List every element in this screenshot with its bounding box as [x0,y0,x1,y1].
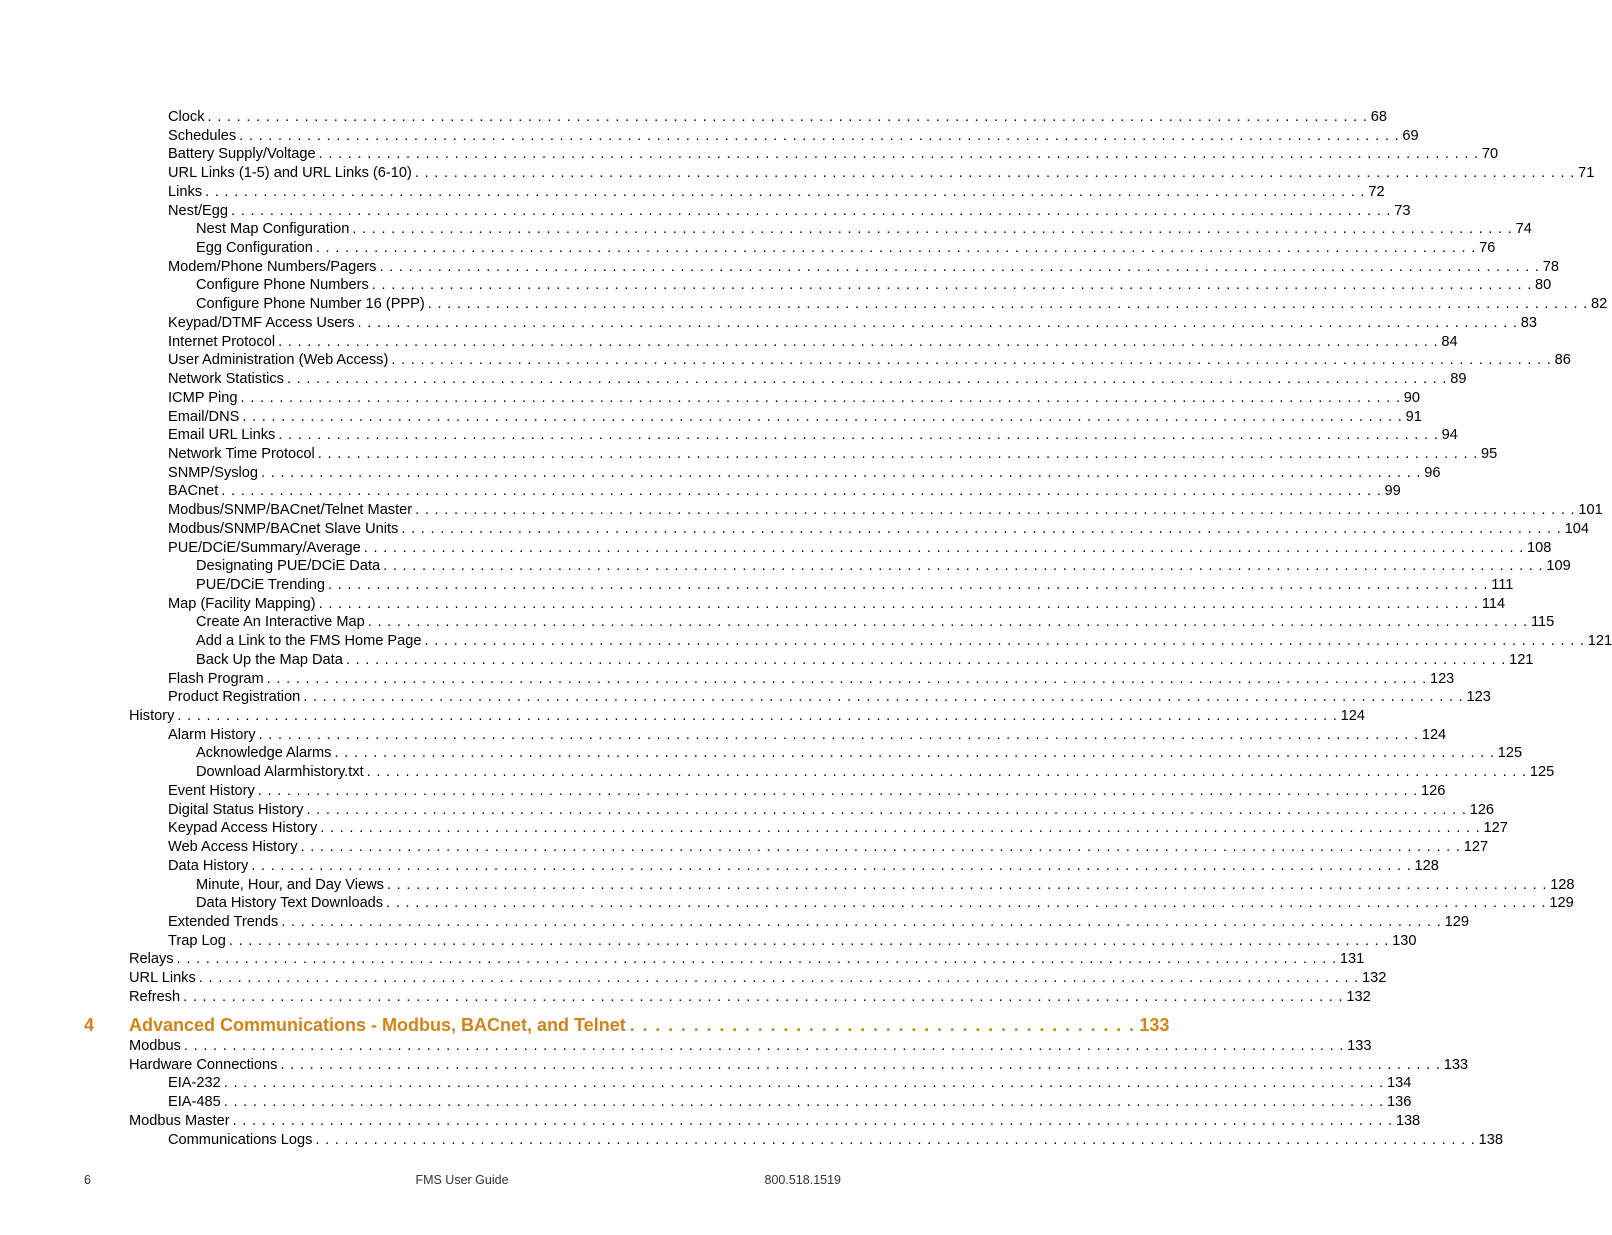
chapter-title: Advanced Communications - Modbus, BACnet, and Telnet [129,1015,626,1035]
toc-entry-label: Create An Interactive Map [196,614,365,630]
toc-entry[interactable] [196,876,1575,894]
toc-entry-label: Modbus/SNMP/BACnet/Telnet Master [168,502,413,518]
toc-entry[interactable] [196,295,1608,313]
leader-dots: . . . . . . . . . . . . . . . . . . . . . . . . . . . . . . . . . . . . . . . . . . . . . . . . . . . . . . . . . . . . . . . . . . . . . . . . . . . . . . . . . . . . . . . . . . . . . . . . . . . . . . . . . . . . . . . . . . . . . . . . [345,652,1507,668]
leader-dots: . . . . . . . . . . . . . . . . . . . . . . . . . . . . . . . . . . . . . . . . . . . . . . . . . . . . . . . . . . . . . . . . . . . . . . . . . . . . . . . . . . . . . . . . . . . . . . . . . . . . . . . . . . . . . . . . . . . . . . . . [221,483,1382,499]
toc-entry-page: 132 [1362,970,1387,986]
toc-entry-page: 96 [1424,465,1441,481]
leader-dots: . . . . . . . . . . . . . . . . . . . . . . . . . . . . . . . . . . . . . . . . . . . . . . . . . . . . . . . . . . . . . . . . . . . . . . . . . . . . . . . . . . . . . . . . . . . . . . . . . . . . . . . . . . . . . . . . . . . . . . . . [315,240,1477,256]
toc-entry-page: 133 [1347,1038,1372,1054]
leader-dots: . . . . . . . . . . . . . . . . . . . . . . . . . . . . . . . . . . . . . . . . . . . . . . . . . . . . . . . . . . . . . . . . . . . . . . . . . . . . . . . . . . . . . . . . . . . . . . . . . . . . . . . . . . . . . . . . . . . . . . . . [352,221,1513,237]
toc-entry-page: 115 [1530,614,1555,630]
toc-entry-page: 70 [1481,146,1499,162]
leader-dots: . . . . . . . . . . . . . . . . . . . . . . . . . . . . . . . . . . . . . . . . . . . . . . . . . . . . . . . . . . . . . . . . . . . . . . . . . . . . . . . . . . . . . . . . . . . . . . . . . . . . . . . . . . . . . . . . . . . . . . . . [266,671,1427,687]
leader-dots: . . . . . . . . . . . . . . . . . . . . . . . . . . . . . . . . . . . . . . . . . . . . . . . . . . . . . . . . . . . . . . . . . . . . . . . . . . . . . . . . . . . . . . . . . . . . . . . . . . . . . . . . . . . . . . . . . . . . . . . . [257,783,1419,799]
toc-entry[interactable] [168,782,1446,800]
toc-entry[interactable] [168,857,1439,875]
leader-dots: . . . . . . . . . . . . . . . . . . . . . . . . . . . . . . . . . . . . . . . . . . . . . . . . . . . . . . . . . . . . . . . . . . . . . . . . . . . . . . . . . . . . . . . . . . . . . . . . . . . . . . . . . . . . . . . . . . . . . . . . [363,540,1525,556]
toc-entry[interactable] [129,988,1371,1006]
toc-entry-label: Flash Program [168,671,264,687]
toc-entry-label: Designating PUE/DCiE Data [196,558,381,574]
toc-entry-page: 111 [1491,577,1514,593]
leader-dots: . . . . . . . . . . . . . . . . . . . . . . . . . . . . . . . . . . . . . . . . . . . . . . . . . . . . . . . . . . . . . . . . . . . . . . . . . . . . . . . . . . . . . . . . . . . . . . . . . . . . . . . . . . . . . . . . . . . . . . . . [379,259,1540,275]
toc-entry[interactable] [168,464,1441,482]
toc-entry-page: 101 [1578,502,1603,518]
leader-dots: . . . . . . . . . . . . . . . . . . . . . . . . . . . . . . . . . . . . . . . . . . . . . . . . . . . . . . . . . . . . . . . . . . . . . . . . . . . . . . . . . . . . . . . . . . . . . . . . . . . . . . . . . . . . . . . . . . . . . . . . [306,802,1467,818]
toc-entry-label: Relays [129,951,174,967]
toc-entry-label: Digital Status History [168,802,304,818]
toc-entry[interactable] [196,651,1534,669]
leader-dots: . . . . . . . . . . . . . . . . . . . . . . . . . . . . . . . . . . . . . . . . . . . . . . . . . . . . . . . . . . . . . . . . . . . . . . . . . . . . . . . . . . . . . . . . . . . . . . . . . . . . . . . . . . . . . . . . . . . . . . . . [386,895,1547,911]
toc-entry-page: 138 [1395,1113,1421,1129]
toc-entry-label: Back Up the Map Data [196,652,343,668]
toc-entry[interactable] [168,520,1589,538]
toc-entry-page: 104 [1564,521,1589,537]
toc-entry-page: 125 [1497,745,1523,761]
leader-dots: . . . . . . . . . . . . . . . . . . . . . . . . . . . . . . . . . . . . . . . . . . . . . . . . . . . . . . . . . . . . . . . . . . . . . . . . . . . . . . . . . . . . . . . . . . . . . . . . . . . . . . . . . . . . . . . . . . . . . . . . [366,764,1527,780]
leader-dots: . . . . . . . . . . . . . . . . . . . . . . . . . . . . . . . . . . . . . . . . . . . . . . . . . . . . . . . . . . . . . . . . . . . . . . . . . . . . . . . . . . . . . . . . . . . . . . . . . . . . . . . . . . . . . . . . . . . . . . . . [414,165,1576,181]
toc-entry-label: Communications Logs [168,1132,313,1148]
toc-entry-label: Network Statistics [168,371,284,387]
toc-entry-page: 99 [1384,483,1401,499]
leader-dots: . . . . . . . . . . . . . . . . . . . . . . . . . . . . . . . . . . . . . . . . . . . . . . . . . . . . . . . . . . . . . . . . . . . . . . . . . . . . . . . . . . . . . . . . . . . . . . . . . . . . . . . . . . . . . . . . . . . . . . . . [401,521,1562,537]
toc-entry[interactable] [196,613,1555,631]
toc-entry-label: Configure Phone Number 16 (PPP) [196,296,425,312]
toc-entry[interactable] [168,164,1595,182]
toc-entry-page: 121 [1509,652,1534,668]
toc-entry-label: Web Access History [168,839,298,855]
leader-dots: . . . . . . . . . . . . . . . . . . . . . . . . . . . . . . . . . . . . . . . . . . . . . . . . . . . . . . . . . . . . . . . . . . . . . . . . . . . . . . . . . . . . . . . . . . . . . . . . . . . . . . . . . . . . . . . . . . . . . . . . [318,146,1479,162]
toc-entry-label: Product Registration [168,689,301,705]
toc-entry-page: 134 [1386,1075,1412,1091]
toc-entry-label: Event History [168,783,255,799]
leader-dots: . . . . . . . . . . . . . . . . . . . . . . . . . . . . . . . . . . . . . . . . . . . . . . . . . . . . . . . . . . . . . . . . . . . . . . . . . . . . . . . . . . . . . . . . . . . . . . . . . . . . . . . . . . . . . . . . . . . . . . . . [303,689,1464,705]
toc-entry-label: Modem/Phone Numbers/Pagers [168,259,377,275]
toc-entry-page: 78 [1542,259,1559,275]
leader-dots: . . . . . . . . . . . . . . . . . . . . . . . . . . . . . . . . . . . . . . . . . . . . . . . . . . . . . . . . . . . . . . . . . . . . . . . . . . . . . . . . . . . . . . . . . . . . . . . . . . . . . . . . . . . . . . . . . . . . . . . . [242,409,1403,425]
toc-entry-page: 123 [1466,689,1491,705]
toc-entry-page: 86 [1554,352,1571,368]
leader-dots: . . . . . . . . . . . . . . . . . . . . . . . . . . . . . . . . . . . . . . . . . . . . . . . . . . . . . . . . . . . . . . . . . . . . . . . . . . . . . . . . . . . . . . . . . . . . . . . . . . . . . . . . . . . . . . . . . . . . . . . . [223,1094,1384,1110]
leader-dots: . . . . . . . . . . . . . . . . . . . . . . . . . . . . . . . . . . . . . . . . . . . . . . . . . . . . . . . . . . . . . . . . . . . . . . . . . . . . . . . . . . . . . . . . . . . . . . . . . . . . . . . . . . . . . . . . . . . . . . . . [317,446,1479,462]
leader-dots: . . . . . . . . . . . . . . . . . . . . . . . . . . . . . . . . . . . . . . . . . . . . . . . . . . . . . . . . . . . . . . . . . . . . . . . . . . . . . . . . . . . . . . . . . . . . . . . . . . . . . . . . . . . . . . . . . . . . . . . . [300,839,1461,855]
toc-entry-label: Keypad Access History [168,820,318,836]
toc-entry[interactable] [168,482,1401,500]
toc-entry[interactable] [129,969,1387,987]
toc-entry-page: 72 [1368,184,1385,200]
chapter-heading[interactable] [84,1014,1170,1036]
toc-entry-label: Modbus [129,1038,181,1054]
toc-entry-page: 83 [1520,315,1538,331]
leader-dots: . . . . . . . . . . . . . . . . . . . . . . . . . . . . . . . . . . . . . . . . . . . . . . . . . . . . . . . . . . . . . . . . . . . . . . . . . . . . . . . . . . . . . . . . . . . . . . . . . . . . . . . . . . . . . . . . . . . . . . . . [280,1057,1441,1073]
leader-dots: . . . . . . . . . . . . . . . . . . . . . . . . . . . . . . . . . . . . . . . . . . . . . . . . . . . . . . . . . . . . . . . . . . . . . . . . . . . . . . . . . . . . . . . . . . . . . . . . . . . . . . . . . . . . . . . . . . . . . . . . [334,745,1495,761]
toc-entry[interactable] [168,1074,1412,1092]
toc-entry[interactable] [168,370,1467,388]
toc-entry-label: Hardware Connections [129,1057,278,1073]
toc-entry-label: Network Time Protocol [168,446,315,462]
toc-entry-page: 68 [1370,109,1387,125]
toc-entry-page: 131 [1339,951,1365,967]
chapter-number: 4 [84,1015,95,1035]
toc-entry[interactable] [168,314,1538,332]
toc-entry[interactable] [168,801,1495,819]
toc-entry-page: 84 [1441,334,1458,350]
toc-entry-page: 95 [1481,446,1498,462]
leader-dots: . . . . . . . . . . . . . . . . . . . . . . . . . . . . . . . . . . . . . . . . . . . . . . . . . . . . . . . . . . . . . . . . . . . . . . . . . . . . . . . . . . . . . . . . . . . . . . . . . . . . . . . . . . . . . . . . . . . . . . . . [278,334,1439,350]
toc-entry[interactable] [168,595,1506,613]
toc-entry-label: Nest Map Configuration [196,221,350,237]
toc-entry-page: 91 [1405,409,1422,425]
toc-entry-page: 126 [1421,783,1446,799]
leader-dots: . . . . . . . . . . . . . . . . . . . . . . . . . . . . . . . . . . . . . . . . . . . . . . . . . . . . . . . . . . . . . . . . . . . . . . . . . . . . . . . . . . . . . . . . . . . . . . . . . . . . . . . . . . . . . . . . . . . . . . . . [231,203,1392,219]
toc-entry-label: Battery Supply/Voltage [168,146,316,162]
leader-dots: . . . . . . . . . . . . . . . . . . . . . . . . . . . . . . . . . . . . . . . . . . . . . . . . . . . . . . . . . . . . . . . . . . . . . . . . . . . . . . . . . . . . . . . . . . . . . . . . . . . . . . . . . . . . . . . . . . . . . . . . [424,633,1585,649]
toc-entry-label: Add a Link to the FMS Home Page [196,633,422,649]
toc-entry-page: 138 [1478,1132,1503,1148]
toc-entry-label: EIA-232 [168,1075,221,1091]
leader-dots: . . . . . . . . . . . . . . . . . . . . . . . . . . . . . . . . . . . . . . . . [629,1015,1136,1035]
toc-entry[interactable] [196,557,1571,575]
leader-dots: . . . . . . . . . . . . . . . . . . . . . . . . . . . . . . . . . . . . . . . . . . . . . . . . . . . . . . . . . . . . . . . . . . . . . . . . . . . . . . . . . . . . . . . . . . . . . . . . . . . . . . . . . . . . . . . . . . . . . . . . [207,109,1368,125]
toc-entry-label: Schedules [168,128,237,144]
toc-entry[interactable] [129,950,1365,968]
toc-entry-label: Email URL Links [168,427,276,443]
leader-dots: . . . . . . . . . . . . . . . . . . . . . . . . . . . . . . . . . . . . . . . . . . . . . . . . . . . . . . . . . . . . . . . . . . . . . . . . . . . . . . . . . . . . . . . . . . . . . . . . . . . . . . . . . . . . . . . . . . . . . . . . [357,315,1518,331]
leader-dots: . . . . . . . . . . . . . . . . . . . . . . . . . . . . . . . . . . . . . . . . . . . . . . . . . . . . . . . . . . . . . . . . . . . . . . . . . . . . . . . . . . . . . . . . . . . . . . . . . . . . . . . . . . . . . . . . . . . . . . . . [205,184,1366,200]
leader-dots: . . . . . . . . . . . . . . . . . . . . . . . . . . . . . . . . . . . . . . . . . . . . . . . . . . . . . . . . . . . . . . . . . . . . . . . . . . . . . . . . . . . . . . . . . . . . . . . . . . . . . . . . . . . . . . . . . . . . . . . . [315,1132,1476,1148]
toc-entry-label: Modbus/SNMP/BACnet Slave Units [168,521,399,537]
toc-entry-label: Keypad/DTMF Access Users [168,315,355,331]
toc-entry[interactable] [168,445,1498,463]
toc-entry-label: Nest/Egg [168,203,229,219]
toc-entry[interactable] [168,688,1491,706]
toc-entry-page: 94 [1441,427,1458,443]
toc-entry[interactable] [168,932,1417,950]
toc-entry-page: 124 [1340,708,1366,724]
footer-page-number: 6 [84,1173,91,1187]
toc-entry[interactable] [196,220,1532,238]
toc-entry[interactable] [129,1112,1421,1130]
toc-entry[interactable] [168,145,1499,163]
toc-entry-label: Alarm History [168,727,256,743]
leader-dots: . . . . . . . . . . . . . . . . . . . . . . . . . . . . . . . . . . . . . . . . . . . . . . . . . . . . . . . . . . . . . . . . . . . . . . . . . . . . . . . . . . . . . . . . . . . . . . . . . . . . . . . . . . . . . . . . . . . . . . . . [251,858,1412,874]
toc-entry-page: 128 [1550,877,1575,893]
toc-entry[interactable] [196,744,1523,762]
toc-entry[interactable] [168,670,1455,688]
toc-entry[interactable] [129,707,1366,725]
leader-dots: . . . . . . . . . . . . . . . . . . . . . . . . . . . . . . . . . . . . . . . . . . . . . . . . . . . . . . . . . . . . . . . . . . . . . . . . . . . . . . . . . . . . . . . . . . . . . . . . . . . . . . . . . . . . . . . . . . . . . . . . [286,371,1448,387]
toc-entry-page: 71 [1578,165,1595,181]
toc-entry-page: 121 [1587,633,1612,649]
toc-entry-label: Map (Facility Mapping) [168,596,316,612]
leader-dots: . . . . . . . . . . . . . . . . . . . . . . . . . . . . . . . . . . . . . . . . . . . . . . . . . . . . . . . . . . . . . . . . . . . . . . . . . . . . . . . . . . . . . . . . . . . . . . . . . . . . . . . . . . . . . . . . . . . . . . . . [320,820,1481,836]
toc-entry-page: 109 [1546,558,1571,574]
toc-entry-label: Email/DNS [168,409,240,425]
toc-entry-page: 132 [1346,989,1371,1005]
leader-dots: . . . . . . . . . . . . . . . . . . . . . . . . . . . . . . . . . . . . . . . . . . . . . . . . . . . . . . . . . . . . . . . . . . . . . . . . . . . . . . . . . . . . . . . . . . . . . . . . . . . . . . . . . . . . . . . . . . . . . . . . [177,708,1338,724]
leader-dots: . . . . . . . . . . . . . . . . . . . . . . . . . . . . . . . . . . . . . . . . . . . . . . . . . . . . . . . . . . . . . . . . . . . . . . . . . . . . . . . . . . . . . . . . . . . . . . . . . . . . . . . . . . . . . . . . . . . . . . . . [367,614,1528,630]
footer-phone: 800.518.1519 [764,1173,841,1187]
toc-entry[interactable] [168,838,1489,856]
toc-entry-page: 129 [1444,914,1469,930]
leader-dots: . . . . . . . . . . . . . . . . . . . . . . . . . . . . . . . . . . . . . . . . . . . . . . . . . . . . . . . . . . . . . . . . . . . . . . . . . . . . . . . . . . . . . . . . . . . . . . . . . . . . . . . . . . . . . . . . . . . . . . . . [176,951,1337,967]
toc-entry-label: Internet Protocol [168,334,276,350]
toc-entry-page: 108 [1527,540,1552,556]
toc-entry-label: Data History [168,858,249,874]
toc-entry[interactable] [168,108,1387,126]
toc-entry-page: 114 [1481,596,1506,612]
toc-entry-label: Refresh [129,989,181,1005]
leader-dots: . . . . . . . . . . . . . . . . . . . . . . . . . . . . . . . . . . . . . . . . . . . . . . . . . . . . . . . . . . . . . . . . . . . . . . . . . . . . . . . . . . . . . . . . . . . . . . . . . . . . . . . . . . . . . . . . . . . . . . . . [383,558,1544,574]
toc-entry[interactable] [168,333,1458,351]
toc-entry[interactable] [168,408,1422,426]
toc-entry-page: 128 [1414,858,1439,874]
toc-entry-page: 82 [1591,296,1608,312]
leader-dots: . . . . . . . . . . . . . . . . . . . . . . . . . . . . . . . . . . . . . . . . . . . . . . . . . . . . . . . . . . . . . . . . . . . . . . . . . . . . . . . . . . . . . . . . . . . . . . . . . . . . . . . . . . . . . . . . . . . . . . . . [232,1113,1393,1129]
toc-entry-label: ICMP Ping [168,390,238,406]
toc-entry[interactable] [168,202,1411,220]
toc-entry-label: BACnet [168,483,219,499]
toc-entry-page: 89 [1450,371,1467,387]
leader-dots: . . . . . . . . . . . . . . . . . . . . . . . . . . . . . . . . . . . . . . . . . . . . . . . . . . . . . . . . . . . . . . . . . . . . . . . . . . . . . . . . . . . . . . . . . . . . . . . . . . . . . . . . . . . . . . . . . . . . . . . . [371,277,1533,293]
toc-entry[interactable] [129,1037,1372,1055]
leader-dots: . . . . . . . . . . . . . . . . . . . . . . . . . . . . . . . . . . . . . . . . . . . . . . . . . . . . . . . . . . . . . . . . . . . . . . . . . . . . . . . . . . . . . . . . . . . . . . . . . . . . . . . . . . . . . . . . . . . . . . . . [240,390,1401,406]
toc-entry-page: 127 [1483,820,1508,836]
toc-entry-label: SNMP/Syslog [168,465,259,481]
toc-entry-page: 76 [1479,240,1496,256]
toc-entry[interactable] [168,539,1552,557]
chapter-page: 133 [1139,1015,1170,1035]
toc-entry-label: History [129,708,175,724]
toc-entry[interactable] [168,127,1419,145]
toc-entry-label: Configure Phone Numbers [196,277,369,293]
toc-entry[interactable] [168,726,1447,744]
toc-entry[interactable] [196,894,1574,912]
toc-entry[interactable] [196,576,1514,594]
toc-entry-label: Data History Text Downloads [196,895,384,911]
leader-dots: . . . . . . . . . . . . . . . . . . . . . . . . . . . . . . . . . . . . . . . . . . . . . . . . . . . . . . . . . . . . . . . . . . . . . . . . . . . . . . . . . . . . . . . . . . . . . . . . . . . . . . . . . . . . . . . . . . . . . . . . [278,427,1439,443]
toc-entry[interactable] [196,276,1552,294]
toc-entry[interactable] [168,258,1559,276]
leader-dots: . . . . . . . . . . . . . . . . . . . . . . . . . . . . . . . . . . . . . . . . . . . . . . . . . . . . . . . . . . . . . . . . . . . . . . . . . . . . . . . . . . . . . . . . . . . . . . . . . . . . . . . . . . . . . . . . . . . . . . . . [223,1075,1384,1091]
leader-dots: . . . . . . . . . . . . . . . . . . . . . . . . . . . . . . . . . . . . . . . . . . . . . . . . . . . . . . . . . . . . . . . . . . . . . . . . . . . . . . . . . . . . . . . . . . . . . . . . . . . . . . . . . . . . . . . . . . . . . . . . [183,989,1344,1005]
leader-dots: . . . . . . . . . . . . . . . . . . . . . . . . . . . . . . . . . . . . . . . . . . . . . . . . . . . . . . . . . . . . . . . . . . . . . . . . . . . . . . . . . . . . . . . . . . . . . . . . . . . . . . . . . . . . . . . . . . . . . . . . [427,296,1589,312]
toc-entry-page: 123 [1429,671,1455,687]
leader-dots: . . . . . . . . . . . . . . . . . . . . . . . . . . . . . . . . . . . . . . . . . . . . . . . . . . . . . . . . . . . . . . . . . . . . . . . . . . . . . . . . . . . . . . . . . . . . . . . . . . . . . . . . . . . . . . . . . . . . . . . . [327,577,1489,593]
toc-entry-page: 69 [1402,128,1419,144]
toc-entry[interactable] [168,351,1571,369]
leader-dots: . . . . . . . . . . . . . . . . . . . . . . . . . . . . . . . . . . . . . . . . . . . . . . . . . . . . . . . . . . . . . . . . . . . . . . . . . . . . . . . . . . . . . . . . . . . . . . . . . . . . . . . . . . . . . . . . . . . . . . . . [386,877,1548,893]
toc-entry-label: PUE/DCiE/Summary/Average [168,540,361,556]
toc-entry-label: Download Alarmhistory.txt [196,764,364,780]
leader-dots: . . . . . . . . . . . . . . . . . . . . . . . . . . . . . . . . . . . . . . . . . . . . . . . . . . . . . . . . . . . . . . . . . . . . . . . . . . . . . . . . . . . . . . . . . . . . . . . . . . . . . . . . . . . . . . . . . . . . . . . . [198,970,1360,986]
toc-entry[interactable] [196,632,1612,650]
toc-entry-label: EIA-485 [168,1094,221,1110]
toc-entry[interactable] [168,819,1508,837]
toc-entry[interactable] [196,239,1496,257]
toc-entry[interactable] [168,389,1420,407]
toc-entry[interactable] [196,763,1555,781]
leader-dots: . . . . . . . . . . . . . . . . . . . . . . . . . . . . . . . . . . . . . . . . . . . . . . . . . . . . . . . . . . . . . . . . . . . . . . . . . . . . . . . . . . . . . . . . . . . . . . . . . . . . . . . . . . . . . . . . . . . . . . . . [281,914,1442,930]
footer-title: FMS User Guide [415,1173,509,1187]
leader-dots: . . . . . . . . . . . . . . . . . . . . . . . . . . . . . . . . . . . . . . . . . . . . . . . . . . . . . . . . . . . . . . . . . . . . . . . . . . . . . . . . . . . . . . . . . . . . . . . . . . . . . . . . . . . . . . . . . . . . . . . . [391,352,1552,368]
leader-dots: . . . . . . . . . . . . . . . . . . . . . . . . . . . . . . . . . . . . . . . . . . . . . . . . . . . . . . . . . . . . . . . . . . . . . . . . . . . . . . . . . . . . . . . . . . . . . . . . . . . . . . . . . . . . . . . . . . . . . . . . [415,502,1576,518]
toc-entry-label: URL Links [129,970,196,986]
toc-entry-page: 127 [1463,839,1489,855]
toc-entry[interactable] [168,1131,1503,1149]
toc-entry-page: 90 [1403,390,1420,406]
toc-entry-label: User Administration (Web Access) [168,352,389,368]
toc-entry-page: 73 [1394,203,1411,219]
toc-entry-page: 130 [1392,933,1417,949]
toc-entry-page: 136 [1386,1094,1412,1110]
toc-entry-label: Acknowledge Alarms [196,745,332,761]
toc-entry-label: Egg Configuration [196,240,313,256]
leader-dots: . . . . . . . . . . . . . . . . . . . . . . . . . . . . . . . . . . . . . . . . . . . . . . . . . . . . . . . . . . . . . . . . . . . . . . . . . . . . . . . . . . . . . . . . . . . . . . . . . . . . . . . . . . . . . . . . . . . . . . . . [258,727,1419,743]
leader-dots: . . . . . . . . . . . . . . . . . . . . . . . . . . . . . . . . . . . . . . . . . . . . . . . . . . . . . . . . . . . . . . . . . . . . . . . . . . . . . . . . . . . . . . . . . . . . . . . . . . . . . . . . . . . . . . . . . . . . . . . . [239,128,1400,144]
toc-entry-label: Extended Trends [168,914,279,930]
toc-entry[interactable] [168,501,1603,519]
toc-entry[interactable] [168,1093,1412,1111]
toc-entry-label: Minute, Hour, and Day Views [196,877,384,893]
toc-entry[interactable] [168,913,1469,931]
leader-dots: . . . . . . . . . . . . . . . . . . . . . . . . . . . . . . . . . . . . . . . . . . . . . . . . . . . . . . . . . . . . . . . . . . . . . . . . . . . . . . . . . . . . . . . . . . . . . . . . . . . . . . . . . . . . . . . . . . . . . . . . [318,596,1479,612]
leader-dots: . . . . . . . . . . . . . . . . . . . . . . . . . . . . . . . . . . . . . . . . . . . . . . . . . . . . . . . . . . . . . . . . . . . . . . . . . . . . . . . . . . . . . . . . . . . . . . . . . . . . . . . . . . . . . . . . . . . . . . . . [228,933,1390,949]
toc-entry-page: 74 [1515,221,1532,237]
toc-entry-page: 125 [1529,764,1555,780]
toc-entry-page: 124 [1421,727,1447,743]
toc-entry-page: 133 [1443,1057,1469,1073]
toc-entry[interactable] [129,1056,1469,1074]
toc-entry-label: Modbus Master [129,1113,230,1129]
toc-entry-label: Clock [168,109,205,125]
toc-entry-label: URL Links (1-5) and URL Links (6-10) [168,165,412,181]
toc-entry-page: 126 [1469,802,1495,818]
toc-entry-label: PUE/DCiE Trending [196,577,325,593]
toc-entry-label: Trap Log [168,933,226,949]
leader-dots: . . . . . . . . . . . . . . . . . . . . . . . . . . . . . . . . . . . . . . . . . . . . . . . . . . . . . . . . . . . . . . . . . . . . . . . . . . . . . . . . . . . . . . . . . . . . . . . . . . . . . . . . . . . . . . . . . . . . . . . . [261,465,1422,481]
toc-entry-page: 80 [1535,277,1552,293]
toc-entry-label: Links [168,184,203,200]
toc-entry[interactable] [168,426,1458,444]
toc-entry[interactable] [168,183,1385,201]
toc-entry-page: 129 [1549,895,1574,911]
leader-dots: . . . . . . . . . . . . . . . . . . . . . . . . . . . . . . . . . . . . . . . . . . . . . . . . . . . . . . . . . . . . . . . . . . . . . . . . . . . . . . . . . . . . . . . . . . . . . . . . . . . . . . . . . . . . . . . . . . . . . . . . [183,1038,1345,1054]
